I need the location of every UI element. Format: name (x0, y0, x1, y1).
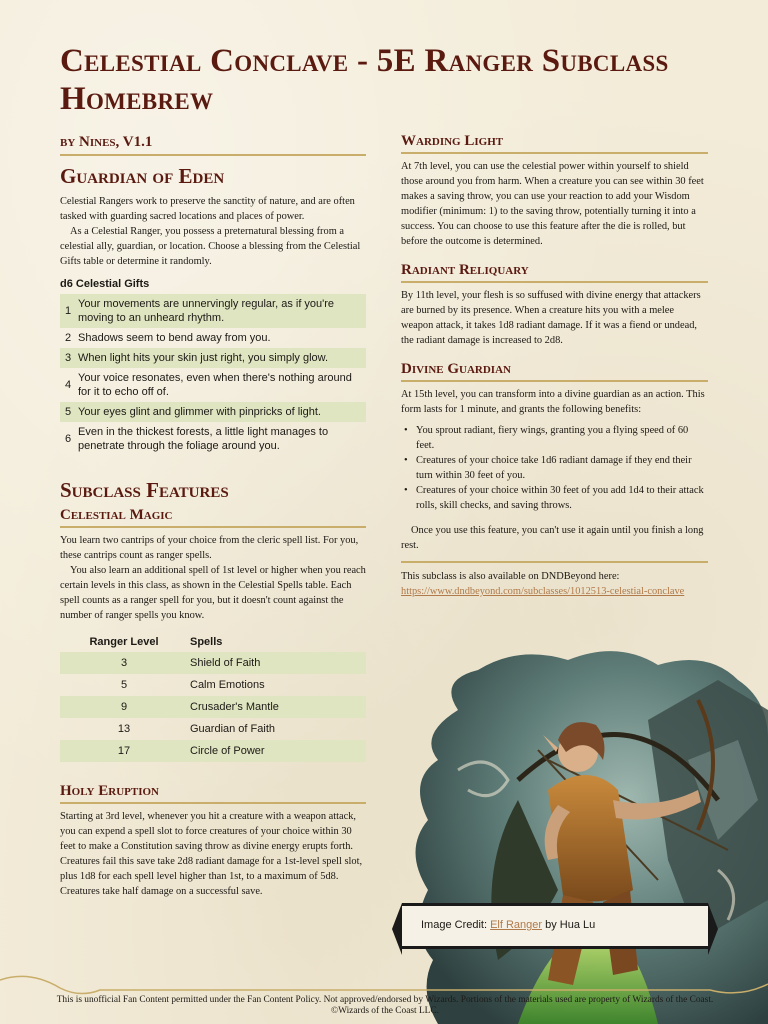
column-header-spells: Spells (190, 636, 223, 648)
page-title: Celestial Conclave - 5E Ranger Subclass Homebrew (60, 43, 669, 117)
table-row (60, 718, 366, 740)
list-item: • You sprout radiant, fiery wings, granting you a flying speed of 60 feet. (401, 423, 708, 453)
footer-ornament (0, 960, 768, 1000)
subclass-features-heading: Subclass Features (60, 478, 229, 502)
image-credit-banner (402, 903, 708, 949)
column-header-level: Ranger Level (89, 636, 159, 648)
list-item: • Creatures of your choice take 1d6 radiant damage if they end their turn within 30 feet of you. (401, 453, 708, 483)
gift-text: When light hits your skin just right, you simply glow. (78, 352, 329, 364)
gift-row (60, 328, 366, 348)
left-column (60, 132, 366, 899)
benefits-list (401, 423, 708, 513)
table-row (60, 740, 366, 762)
spells-table (60, 632, 366, 762)
spell-cell: Shield of Faith (188, 652, 366, 674)
level-cell: 13 (117, 723, 131, 735)
byline: by Nines, V1.1 (60, 132, 366, 156)
magic-paragraph-2: You also learn an additional spell of 1st level or higher when you reach certain levels in this class, as shown in the Celestial Spells table. Each spell counts as a ranger spell for you, but it doesn't count against the number of ranger spells you know. (60, 565, 366, 621)
spell-cell: Circle of Power (188, 740, 366, 762)
gift-row (60, 348, 366, 368)
credit-prefix: Image Credit: (421, 919, 491, 931)
warding-paragraph: At 7th level, you can use the celestial power within yourself to shield those around you from harm. When a creature you can see within 30 feet makes a saving throw, you can use your reaction to add your Wisdom modifier (minimum: 1) to the saving throw, potentially turning it into a success. You can choose to use this feature after the die is rolled, but before the outcome is determined. (401, 161, 704, 247)
spell-cell: Guardian of Faith (190, 723, 275, 735)
gift-number: 1 (64, 305, 72, 317)
warding-light-heading: Warding Light (401, 132, 708, 154)
level-cell: 5 (120, 679, 128, 691)
gift-number: 6 (64, 433, 72, 445)
list-item: • Creatures of your choice within 30 feet of you add 1d4 to their attack rolls, skill checks, and saving throws. (401, 483, 708, 513)
spells-table-header (60, 632, 366, 652)
gifts-table-caption: d6 Celestial Gifts (60, 278, 150, 290)
spell-cell: Crusader's Mantle (188, 696, 366, 718)
gift-row (60, 368, 366, 402)
table-row (60, 696, 366, 718)
dndbeyond-link[interactable]: https://www.dndbeyond.com/subclasses/1012513-celestial-conclave (401, 586, 685, 597)
celestial-magic-heading: Celestial Magic (60, 506, 366, 528)
table-row (60, 674, 366, 696)
gift-text: Your eyes glint and glimmer with pinpricks of light. (78, 406, 321, 418)
divine-paragraph-2: Once you use this feature, you can't use it again until you finish a long rest. (401, 525, 704, 551)
guardian-heading: Guardian of Eden (60, 164, 225, 188)
gift-number: 3 (64, 352, 72, 364)
table-row (60, 652, 366, 674)
gift-row (60, 422, 366, 456)
level-cell: 9 (60, 696, 188, 718)
spell-cell: Calm Emotions (190, 679, 265, 691)
magic-paragraph-1: You learn two cantrips of your choice from the cleric spell list. For you, these cantrips count as ranger spells. (60, 535, 359, 561)
holy-eruption-heading: Holy Eruption (60, 782, 366, 804)
credit-suffix: by Hua Lu (542, 919, 596, 931)
gift-text: Your movements are unnervingly regular, as if you're moving to an unheard rhythm. (78, 298, 335, 324)
level-cell: 17 (60, 740, 188, 762)
level-cell: 3 (60, 652, 188, 674)
reliquary-paragraph: By 11th level, your flesh is so suffused with divine energy that attackers are burned by its presence. When a creature hits you with a melee weapon attack, it takes 1d8 radiant damage. If it was a fiend or undead, the radiant damage is increased to 2d8. (401, 290, 701, 346)
gift-text: Your voice resonates, even when there's nothing around for it to echo off of. (78, 372, 352, 398)
right-column (401, 132, 708, 599)
radiant-reliquary-heading: Radiant Reliquary (401, 261, 708, 283)
section-divider (401, 561, 708, 563)
guardian-paragraph-1: Celestial Rangers work to preserve the sanctity of nature, and are often tasked with guarding sacred locations and places of power. (60, 196, 355, 222)
gift-text: Even in the thickest forests, a little light manages to penetrate through the foliage around you. (78, 426, 329, 452)
gift-text: Shadows seem to bend away from you. (78, 332, 271, 344)
availability-text: This subclass is also available on DNDBeyond here: (401, 571, 620, 582)
eruption-paragraph: Starting at 3rd level, whenever you hit a creature with a weapon attack, you can expend a spell slot to force creatures of your choice within 30 feet to make a Constitution saving throw as divine energy erupts forth. Creatures fail this save take 2d8 radiant damage for a 1st-level spell slot, plus 1d8 for each spell level higher than 1st, to a maximum of 5d8. Creatures take half damage on a successful save. (60, 811, 363, 897)
gift-number: 5 (64, 406, 72, 418)
divine-guardian-heading: Divine Guardian (401, 360, 708, 382)
legal-footer: This is unofficial Fan Content permitted under the Fan Content Policy. Not approved/endorsed by Wizards. Portions of the materials used are property of Wizards of the Coast. ©Wizards of the Coast LLC. (56, 995, 714, 1016)
gifts-table (60, 294, 366, 456)
elf-ranger-link[interactable]: Elf Ranger (490, 919, 543, 931)
gift-row (60, 402, 366, 422)
gift-row (60, 294, 366, 328)
gift-number: 2 (64, 332, 72, 344)
gift-number: 4 (64, 379, 72, 391)
divine-paragraph-1: At 15th level, you can transform into a divine guardian as an action. This form lasts for 1 minute, and grants the following benefits: (401, 389, 705, 415)
guardian-paragraph-2: As a Celestial Ranger, you possess a preternatural blessing from a celestial ally, guardian, or location. Choose a blessing from the Celestial Gifts table or determine it randomly. (60, 226, 361, 267)
